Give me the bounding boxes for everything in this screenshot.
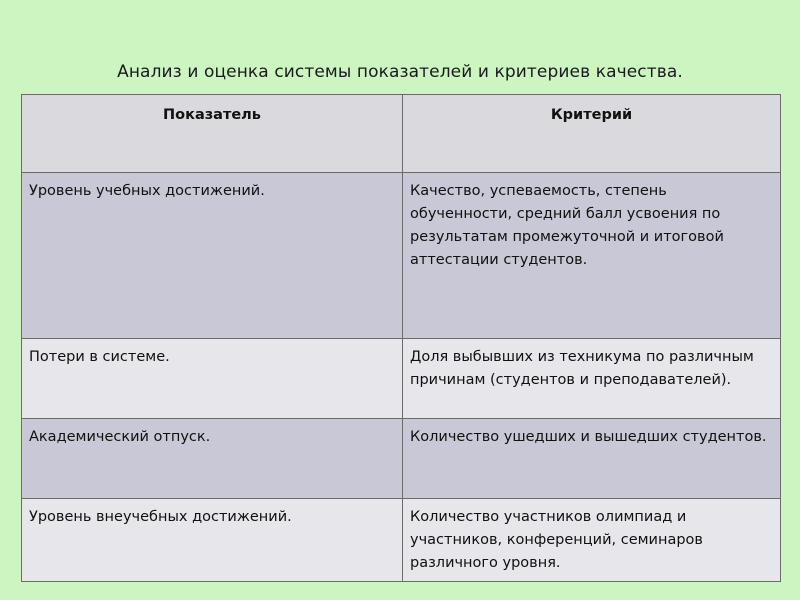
header-indicator: Показатель (22, 95, 403, 173)
indicator-cell: Академический отпуск. (22, 419, 403, 499)
criterion-cell: Количество участников олимпиад и участников, конференций, семинаров различного уровня. (403, 499, 781, 582)
criterion-cell: Качество, успеваемость, степень обученности, средний балл усвоения по результатам промежуточной и итоговой аттестации студентов. (403, 173, 781, 339)
slide-title: Анализ и оценка системы показателей и критериев качества. (117, 62, 683, 82)
table-header-row (22, 95, 781, 173)
indicator-cell: Уровень учебных достижений. (22, 173, 403, 339)
table-row (22, 173, 781, 339)
table-row (22, 499, 781, 582)
indicator-cell: Потери в системе. (22, 339, 403, 419)
table-row (22, 339, 781, 419)
header-criterion: Критерий (403, 95, 781, 173)
criterion-cell: Количество ушедших и вышедших студентов. (403, 419, 781, 499)
criteria-table (21, 94, 781, 582)
table-row (22, 419, 781, 499)
indicator-cell: Уровень внеучебных достижений. (22, 499, 403, 582)
criterion-cell: Доля выбывших из техникума по различным причинам (студентов и преподавателей). (403, 339, 781, 419)
